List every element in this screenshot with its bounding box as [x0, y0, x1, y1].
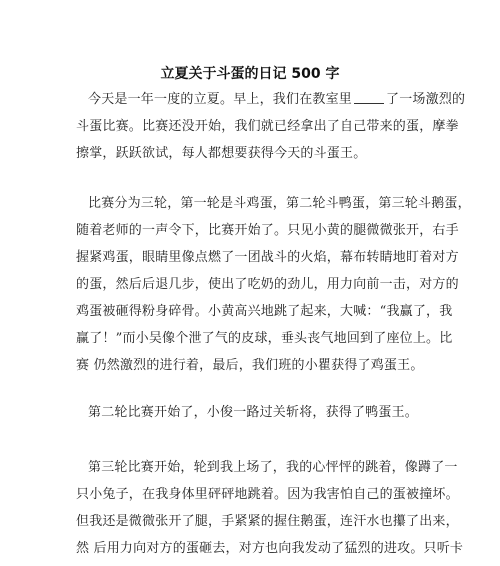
paragraph-line: 鸡蛋被砸得粉身碎骨。小黄高兴地跳了起来，大喊：“我赢了，我 — [76, 304, 453, 319]
paragraph-line: 的蛋，然后后退几步，使出了吃奶的劲儿，用力向前一击，对方的 — [76, 277, 459, 292]
paragraph-2 — [76, 190, 471, 379]
paragraph-line — [76, 86, 466, 113]
line-text-before-blank: 今天是一年一度的立夏。早上，我们在教室里 — [88, 92, 353, 107]
paragraph-line: 随着老师的一声令下，比赛开始了。只见小黄的腿微微张开，右手 — [76, 223, 459, 238]
paragraph-line: 第三轮比赛开始，轮到我上场了，我的心怦怦的跳着，像蹲了一 — [88, 460, 458, 475]
paragraph-line: 擦掌，跃跃欲试，每人都想要获得今天的斗蛋王。 — [76, 146, 367, 161]
paragraph-line: 赛 仍然激烈的进行着，最后，我们班的小瞿获得了鸡蛋王。 — [76, 358, 424, 373]
fill-in-blank — [354, 91, 384, 104]
paragraph-line: 握紧鸡蛋，眼睛里像点燃了一团战斗的火焰，幕布转睛地盯着对方 — [76, 250, 459, 265]
paragraph-line: 斗蛋比赛。比赛还没开始，我们就已经拿出了自己带来的蛋，摩拳 — [76, 119, 459, 134]
document-title: 立夏关于斗蛋的日记 500 字 — [160, 66, 340, 82]
paragraph-line: 只小兔子，在我身体里砰砰地跳着。因为我害怕自己的蛋被撞坏。 — [76, 487, 459, 502]
paragraph-line: 比赛分为三轮，第一轮是斗鸡蛋，第二轮斗鸭蛋，第三轮斗鹅蛋， — [88, 196, 471, 211]
line-text-after-blank: 了一场激烈的 — [386, 92, 466, 107]
paragraph-line: 赢了！”而小吴像个泄了气的皮球，垂头丧气地回到了座位上。比 — [76, 331, 453, 346]
paragraph-line: 然 后用力向对方的蛋砸去，对方也向我发动了猛烈的进攻。只听卡 — [76, 541, 464, 556]
paragraph-line: 但我还是微微张开了腿，手紧紧的握住鹅蛋，连汗水也攥了出来， — [76, 514, 459, 529]
paragraph-line: 第二轮比赛开始了，小俊一路过关斩将，获得了鸭蛋王。 — [88, 405, 419, 420]
paragraph-4 — [76, 454, 464, 562]
paragraph-3 — [76, 399, 426, 426]
paragraph-1 — [76, 86, 466, 167]
